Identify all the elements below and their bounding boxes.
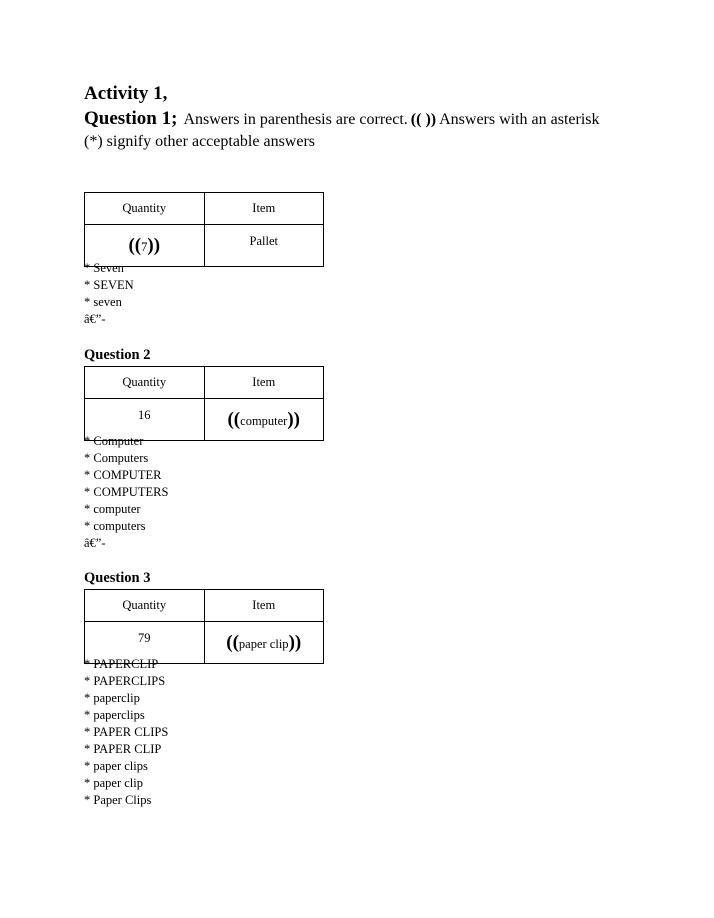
- list-item: * Computers: [84, 451, 149, 465]
- quantity-value: 79: [85, 622, 205, 664]
- question-2-alternates: [84, 433, 168, 552]
- quantity-header: Quantity: [85, 367, 205, 399]
- question-2-table: [84, 366, 324, 441]
- item-answer-cell: [204, 622, 324, 664]
- question-1-table: [84, 192, 324, 267]
- list-item: * computer: [84, 502, 141, 516]
- question-1-label: Question 1;: [84, 108, 178, 129]
- question-3-alternates: [84, 656, 168, 809]
- list-item: * Computer: [84, 434, 144, 448]
- list-item: * COMPUTERS: [84, 485, 169, 499]
- list-item: * PAPER CLIP: [84, 742, 162, 756]
- item-header: Item: [204, 193, 324, 225]
- list-item: * Seven: [84, 261, 124, 275]
- list-item: * paper clip: [84, 776, 144, 790]
- list-item: * PAPER CLIPS: [84, 725, 169, 739]
- list-item: * COMPUTER: [84, 468, 162, 482]
- question-1-alternates: [84, 260, 134, 328]
- question-3-table: [84, 589, 324, 664]
- item-header: Item: [204, 367, 324, 399]
- list-item: â€”-: [84, 536, 106, 550]
- answer-open-paren: ((: [226, 631, 239, 653]
- item-answer: paper clip: [238, 636, 289, 651]
- item-header: Item: [204, 590, 324, 622]
- list-item: * seven: [84, 295, 122, 309]
- list-item: * computers: [84, 519, 146, 533]
- answer-close-paren: )): [288, 631, 302, 653]
- question-2-heading: Question 2: [84, 347, 151, 363]
- list-item: * PAPERCLIP: [84, 657, 159, 671]
- item-answer: computer: [240, 413, 288, 428]
- list-item: * paper clips: [84, 759, 148, 773]
- list-item: * PAPERCLIPS: [84, 674, 166, 688]
- list-item: * paperclip: [84, 691, 140, 705]
- quantity-header: Quantity: [85, 590, 205, 622]
- question-1-line: [84, 108, 600, 130]
- quantity-header: Quantity: [85, 193, 205, 225]
- list-item: * paperclips: [84, 708, 145, 722]
- list-item: â€”-: [84, 312, 106, 326]
- item-answer-cell: [204, 399, 324, 441]
- instructions-part-2: Answers with an asterisk: [439, 111, 600, 128]
- answer-close-paren: )): [147, 234, 161, 256]
- question-3-heading: Question 3: [84, 570, 151, 586]
- list-item: * SEVEN: [84, 278, 134, 292]
- instructions-part-3: (*) signify other acceptable answers: [84, 133, 316, 150]
- quantity-value: 16: [85, 399, 205, 441]
- quantity-answer: 7: [141, 239, 148, 254]
- answer-close-paren: )): [287, 408, 301, 430]
- list-item: * Paper Clips: [84, 793, 152, 807]
- instructions-paren-example: (( )): [410, 111, 437, 128]
- activity-title: Activity 1,: [84, 83, 168, 104]
- answer-open-paren: ((: [128, 234, 142, 256]
- answer-open-paren: ((: [227, 408, 241, 430]
- item-value: Pallet: [204, 225, 324, 267]
- instructions-part-1: Answers in parenthesis are correct.: [183, 111, 408, 128]
